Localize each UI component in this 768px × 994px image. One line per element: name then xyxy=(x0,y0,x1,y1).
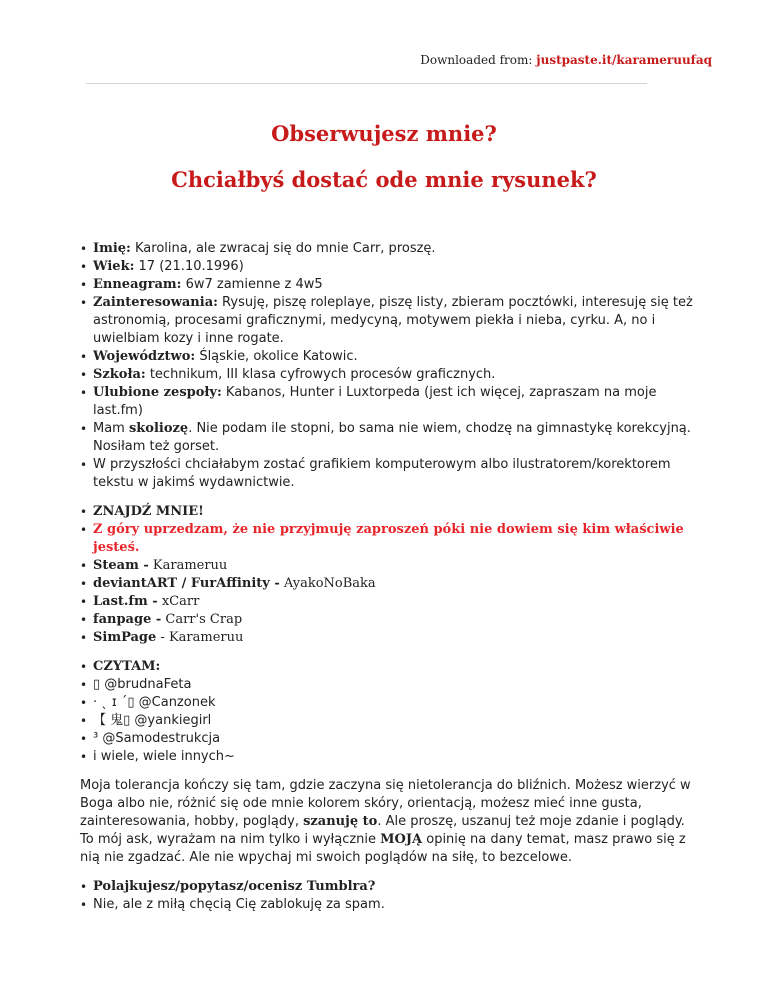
list-item-school: • Szkoła: technikum, III klasa cyfrowych procesów graficznych. xyxy=(93,366,700,384)
download-source-line xyxy=(420,53,712,67)
faq-list xyxy=(80,878,700,914)
page-subtitle: Chciałbyś dostać ode mnie rysunek? xyxy=(171,167,597,192)
reading-list xyxy=(80,658,700,766)
list-item-bands: • Ulubione zespoły: Kabanos, Hunter i Luxtorpeda (jest ich więcej, zapraszam na moje last.fm) xyxy=(93,384,700,420)
reading-item: • 【 鬼▯ @yankiegirl xyxy=(93,712,700,730)
faq-question: • Polajkujesz/popytasz/ocenisz Tumblra? xyxy=(93,878,700,896)
document-body xyxy=(80,240,700,914)
find-warning: • Z góry uprzedzam, że nie przyjmuję zaproszeń póki nie dowiem się kim właściwie jesteś. xyxy=(93,521,700,557)
source-link[interactable]: justpaste.it/karameruufaq xyxy=(536,53,712,67)
find-heading: • ZNAJDŹ MNIE! xyxy=(93,503,700,521)
divider xyxy=(86,83,647,84)
faq-answer: • Nie, ale z miłą chęcią Cię zablokuję za spam. xyxy=(93,896,700,914)
list-item-name: • Imię: Karolina, ale zwracaj się do mnie Carr, proszę. xyxy=(93,240,700,258)
reading-heading: • CZYTAM: xyxy=(93,658,700,676)
list-item-enneagram: • Enneagram: 6w7 zamienne z 4w5 xyxy=(93,276,700,294)
link-deviantart: • deviantART / FurAffinity - AyakoNoBaka xyxy=(93,575,700,593)
link-fanpage: • fanpage - Carr's Crap xyxy=(93,611,700,629)
list-item-scoliosis: • Mam skoliozę. Nie podam ile stopni, bo sama nie wiem, chodzę na gimnastykę korekcyjną. Nosiłam też gorset. xyxy=(93,420,700,456)
list-item-interests: • Zainteresowania: Rysuję, piszę roleplaye, piszę listy, zbieram pocztówki, interesuję się też astronomią, procesami graficznymi, medycyną, motywem piekła i nieba, cyrku. A, no i uwielbiam kozy i inne rogate. xyxy=(93,294,700,348)
reading-item: • · ˎ ɪ ˊ▯ @Canzonek xyxy=(93,694,700,712)
reading-item: • i wiele, wiele innych~ xyxy=(93,748,700,766)
link-steam: • Steam - Karameruu xyxy=(93,557,700,575)
page-title: Obserwujesz mnie? xyxy=(271,121,497,146)
list-item-region: • Województwo: Śląskie, okolice Katowic. xyxy=(93,348,700,366)
link-lastfm: • Last.fm - xCarr xyxy=(93,593,700,611)
link-simpage: • SimPage - Karameruu xyxy=(93,629,700,647)
list-item-future: • W przyszłości chciałabym zostać grafikiem komputerowym albo ilustratorem/korektorem tekstu w jakimś wydawnictwie. xyxy=(93,456,700,492)
downloaded-label: Downloaded from: xyxy=(420,53,533,67)
info-list xyxy=(80,240,700,492)
find-me-list xyxy=(80,503,700,647)
tolerance-paragraph: Moja tolerancja kończy się tam, gdzie zaczyna się nietolerancja do bliźnich. Możesz wierzyć w Boga albo nie, różnić się ode mnie kolorem skóry, orientacją, możesz mieć inne gusta, zainteresowania, hobby, poglądy, szanuję to. Ale proszę, uszanuj też moje zdanie i poglądy. To mój ask, wyrażam na nim tylko i wyłącznie MOJĄ opinię na dany temat, masz prawo się z nią nie zgadzać. Ale nie wpychaj mi swoich poglądów na siłę, to bezcelowe. xyxy=(80,778,691,865)
list-item-age: • Wiek: 17 (21.10.1996) xyxy=(93,258,700,276)
reading-item: • ³ @Samodestrukcja xyxy=(93,730,700,748)
reading-item: • ▯ @brudnaFeta xyxy=(93,676,700,694)
